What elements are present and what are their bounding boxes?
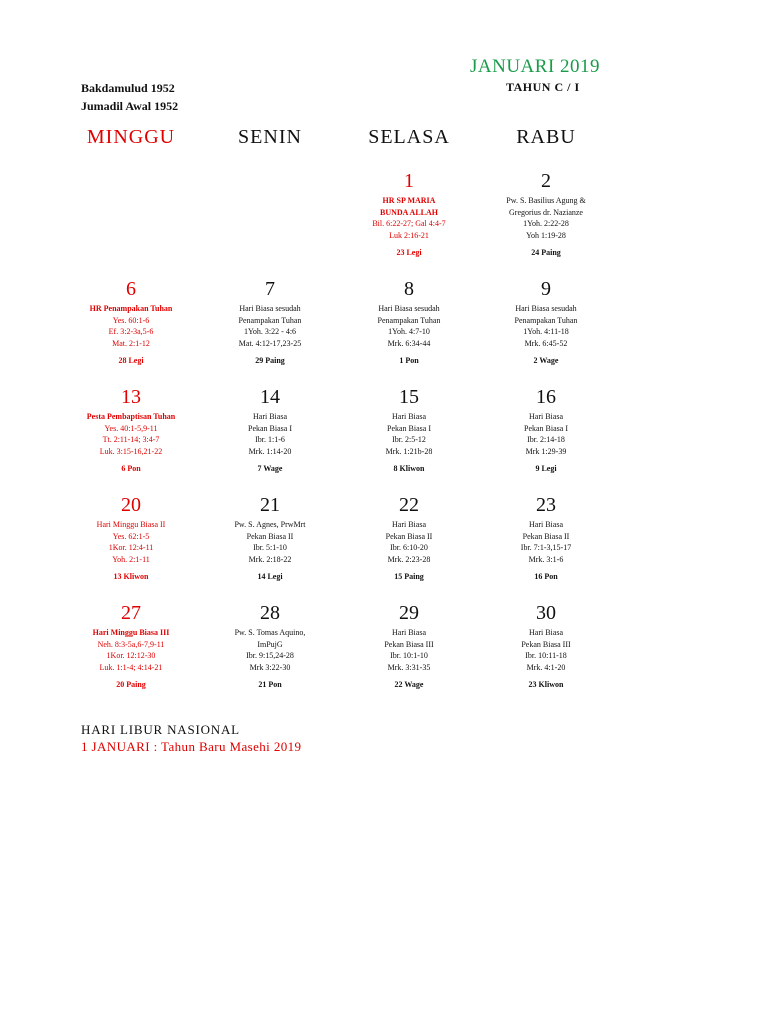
- reading-line: Mrk 3:22-30: [249, 662, 291, 672]
- reading-line: 1Yoh. 2:22-28: [523, 219, 569, 228]
- javanese-pasaran: 23 Kliwon: [528, 680, 564, 689]
- reading-line: Penampakan Tuhan: [238, 315, 302, 325]
- javanese-pasaran: 28 Legi: [118, 356, 144, 365]
- reading-line: Mrk. 4:1-20: [526, 662, 566, 672]
- feast-name: Hari Biasa: [392, 628, 426, 637]
- reading-line: Ibr. 5:1-10: [253, 543, 287, 552]
- day-header-senin: SENIN: [238, 126, 302, 148]
- calendar-day-cell: [200, 494, 340, 581]
- reading-line: Neh. 8:3-5a,6-7,9-11: [97, 639, 165, 649]
- liturgy-readings: [200, 519, 340, 565]
- calendar-day-cell: [61, 602, 201, 689]
- calendar-day-cell: [476, 386, 616, 473]
- liturgy-readings: [339, 411, 479, 457]
- feast-name: Hari Biasa: [529, 412, 563, 421]
- reading-line: Mrk 1:29-39: [525, 446, 567, 456]
- reading-line: Mrk. 1:14-20: [248, 446, 292, 456]
- reading-line: Pekan Biasa II: [522, 531, 570, 541]
- feast-name: Hari Biasa: [392, 412, 426, 421]
- holiday-section-title: HARI LIBUR NASIONAL: [81, 722, 240, 737]
- liturgical-year-label: TAHUN C / I: [506, 80, 580, 94]
- reading-line: Mrk. 6:34-44: [387, 338, 431, 348]
- liturgy-readings: [200, 411, 340, 457]
- day-number: 21: [260, 494, 280, 516]
- hijri-month-line: Jumadil Awal 1952: [81, 99, 179, 113]
- javanese-pasaran: 16 Pon: [534, 572, 558, 581]
- feast-name: HR SP MARIA: [382, 196, 436, 205]
- javanese-pasaran: 1 Pon: [399, 356, 419, 365]
- reading-line: Ibr. 2:14-18: [527, 435, 565, 444]
- reading-line: Ibr. 2:5-12: [392, 435, 426, 444]
- liturgy-readings: [61, 627, 201, 673]
- day-number: 6: [126, 278, 136, 300]
- calendar-day-cell: [339, 602, 479, 689]
- day-number: 13: [121, 386, 141, 408]
- javanese-calendar-info: [81, 79, 178, 115]
- javanese-pasaran: 8 Kliwon: [393, 464, 425, 473]
- reading-line: Penampakan Tuhan: [377, 315, 441, 325]
- feast-name: Hari Biasa: [529, 520, 563, 529]
- feast-name: Hari Biasa: [529, 628, 563, 637]
- calendar-day-cell: [200, 602, 340, 689]
- reading-line: Yes. 40:1-5,9-11: [104, 423, 158, 433]
- day-number: 14: [260, 386, 280, 408]
- javanese-pasaran: 22 Wage: [394, 680, 424, 689]
- holiday-item: 1 JANUARI : Tahun Baru Masehi 2019: [81, 739, 302, 754]
- calendar-day-cell: [61, 386, 201, 473]
- liturgy-readings: [61, 411, 201, 457]
- day-number: 27: [121, 602, 141, 624]
- liturgy-readings: [200, 303, 340, 349]
- day-number: 1: [404, 170, 414, 192]
- liturgy-readings: [339, 303, 479, 349]
- calendar-day-cell: [61, 278, 201, 365]
- javanese-pasaran: 6 Pon: [121, 464, 141, 473]
- reading-line: Pekan Biasa I: [524, 423, 568, 433]
- javanese-pasaran: 13 Kliwon: [113, 572, 149, 581]
- reading-line: 1Kor. 12:4-11: [108, 543, 154, 552]
- liturgy-readings: [200, 627, 340, 673]
- reading-line: ImPujG: [257, 639, 283, 649]
- reading-line: Ibr. 1:1-6: [255, 435, 285, 444]
- liturgy-readings: [61, 303, 201, 349]
- feast-name: Pw. S. Basilius Agung &: [506, 196, 586, 205]
- javanese-pasaran: 23 Legi: [396, 248, 422, 257]
- feast-name: Pesta Pembaptisan Tuhan: [86, 412, 176, 421]
- reading-line: Yes. 60:1-6: [112, 315, 150, 325]
- calendar-day-cell: [200, 278, 340, 365]
- feast-name: Hari Biasa sesudah: [515, 304, 577, 313]
- reading-line: Yes. 62:1-5: [112, 531, 150, 541]
- day-header-minggu: MINGGU: [86, 126, 176, 148]
- day-number: 16: [536, 386, 556, 408]
- reading-line: Bil. 6:22-27; Gal 4:4-7: [372, 219, 446, 228]
- reading-line: Ef. 3:2-3a,5-6: [108, 327, 154, 336]
- day-number: 23: [536, 494, 556, 516]
- reading-line: Pekan Biasa III: [384, 639, 434, 649]
- reading-line: Gregorius dr. Nazianze: [509, 207, 583, 217]
- calendar-day-cell: [476, 494, 616, 581]
- reading-line: BUNDA ALLAH: [379, 207, 438, 217]
- reading-line: Pekan Biasa I: [387, 423, 431, 433]
- liturgy-readings: [476, 519, 616, 565]
- reading-line: Pekan Biasa III: [521, 639, 571, 649]
- reading-line: Ibr. 7:1-3,15-17: [520, 543, 572, 552]
- day-number: 28: [260, 602, 280, 624]
- javanese-pasaran: 7 Wage: [257, 464, 283, 473]
- reading-line: Mrk. 6:45-52: [524, 338, 568, 348]
- reading-line: Ibr. 10:1-10: [390, 651, 428, 660]
- reading-line: Ibr. 6:10-20: [390, 543, 428, 552]
- javanese-pasaran: 24 Paing: [531, 248, 561, 257]
- reading-line: Ibr. 10:11-18: [525, 651, 567, 660]
- liturgy-readings: [61, 519, 201, 565]
- reading-line: Mrk. 2:18-22: [248, 554, 292, 564]
- month-title: JANUARI 2019: [470, 56, 601, 77]
- day-number: 29: [399, 602, 419, 624]
- reading-line: Mrk. 2:23-28: [387, 554, 431, 564]
- reading-line: Luk 2:16-21: [389, 230, 429, 240]
- calendar-day-cell: [476, 170, 616, 257]
- javanese-pasaran: 21 Pon: [258, 680, 282, 689]
- liturgy-readings: [476, 411, 616, 457]
- feast-name: HR Penampakan Tuhan: [89, 304, 173, 313]
- reading-line: Pekan Biasa II: [246, 531, 294, 541]
- reading-line: Pekan Biasa II: [385, 531, 433, 541]
- calendar-day-cell: [476, 602, 616, 689]
- reading-line: Luk. 1:1-4; 4:14-21: [99, 662, 163, 672]
- day-number: 20: [121, 494, 141, 516]
- reading-line: Mrk. 3:31-35: [387, 662, 431, 672]
- day-header-selasa: SELASA: [368, 126, 450, 148]
- day-number: 8: [404, 278, 414, 300]
- feast-name: Pw. S. Tomas Aquino,: [234, 628, 306, 637]
- reading-line: Yoh. 2:1-11: [112, 554, 150, 564]
- javanese-pasaran: 9 Legi: [535, 464, 557, 473]
- feast-name: Hari Minggu Biasa III: [92, 628, 170, 637]
- day-number: 30: [536, 602, 556, 624]
- calendar-day-cell: [339, 494, 479, 581]
- reading-line: Mat. 4:12-17,23-25: [238, 338, 302, 348]
- feast-name: Hari Biasa: [253, 412, 287, 421]
- reading-line: 1Kor. 12:12-30: [106, 651, 156, 660]
- javanese-pasaran: 2 Wage: [533, 356, 559, 365]
- javanese-pasaran: 15 Paing: [394, 572, 424, 581]
- calendar-day-cell: [339, 386, 479, 473]
- liturgy-readings: [476, 627, 616, 673]
- day-number: 7: [265, 278, 275, 300]
- reading-line: Tt. 2:11-14; 3:4-7: [102, 435, 160, 444]
- reading-line: Mrk. 1:21b-28: [385, 446, 433, 456]
- day-number: 2: [541, 170, 551, 192]
- reading-line: Ibr. 9:15,24-28: [246, 651, 294, 660]
- javanese-pasaran: 14 Legi: [257, 572, 283, 581]
- feast-name: Pw. S. Agnes, PrwMrt: [234, 520, 306, 529]
- javanese-pasaran: 29 Paing: [255, 356, 285, 365]
- day-number: 15: [399, 386, 419, 408]
- feast-name: Hari Biasa sesudah: [239, 304, 301, 313]
- calendar-day-cell: [339, 278, 479, 365]
- reading-line: 1Yoh. 4:11-18: [523, 327, 569, 336]
- calendar-day-cell: [200, 386, 340, 473]
- feast-name: Hari Minggu Biasa II: [96, 520, 166, 529]
- reading-line: Yoh 1:19-28: [526, 230, 566, 240]
- day-number: 22: [399, 494, 419, 516]
- reading-line: Pekan Biasa I: [248, 423, 292, 433]
- liturgy-readings: [339, 195, 479, 241]
- liturgy-readings: [339, 627, 479, 673]
- calendar-day-cell: [61, 494, 201, 581]
- liturgy-readings: [339, 519, 479, 565]
- liturgy-readings: [476, 195, 616, 241]
- day-header-rabu: RABU: [516, 126, 576, 148]
- liturgy-readings: [476, 303, 616, 349]
- calendar-day-cell: [476, 278, 616, 365]
- reading-line: Mrk. 3:1-6: [528, 554, 564, 564]
- reading-line: 1Yoh. 4:7-10: [388, 327, 430, 336]
- reading-line: Luk. 3:15-16,21-22: [99, 446, 163, 456]
- feast-name: Hari Biasa sesudah: [378, 304, 440, 313]
- reading-line: Mat. 2:1-12: [112, 338, 150, 348]
- day-number: 9: [541, 278, 551, 300]
- calendar-day-cell: [339, 170, 479, 257]
- javanese-month-line: Bakdamulud 1952: [81, 81, 175, 95]
- reading-line: 1Yoh. 3:22 - 4:6: [243, 327, 297, 336]
- reading-line: Penampakan Tuhan: [514, 315, 578, 325]
- feast-name: Hari Biasa: [392, 520, 426, 529]
- javanese-pasaran: 20 Paing: [116, 680, 146, 689]
